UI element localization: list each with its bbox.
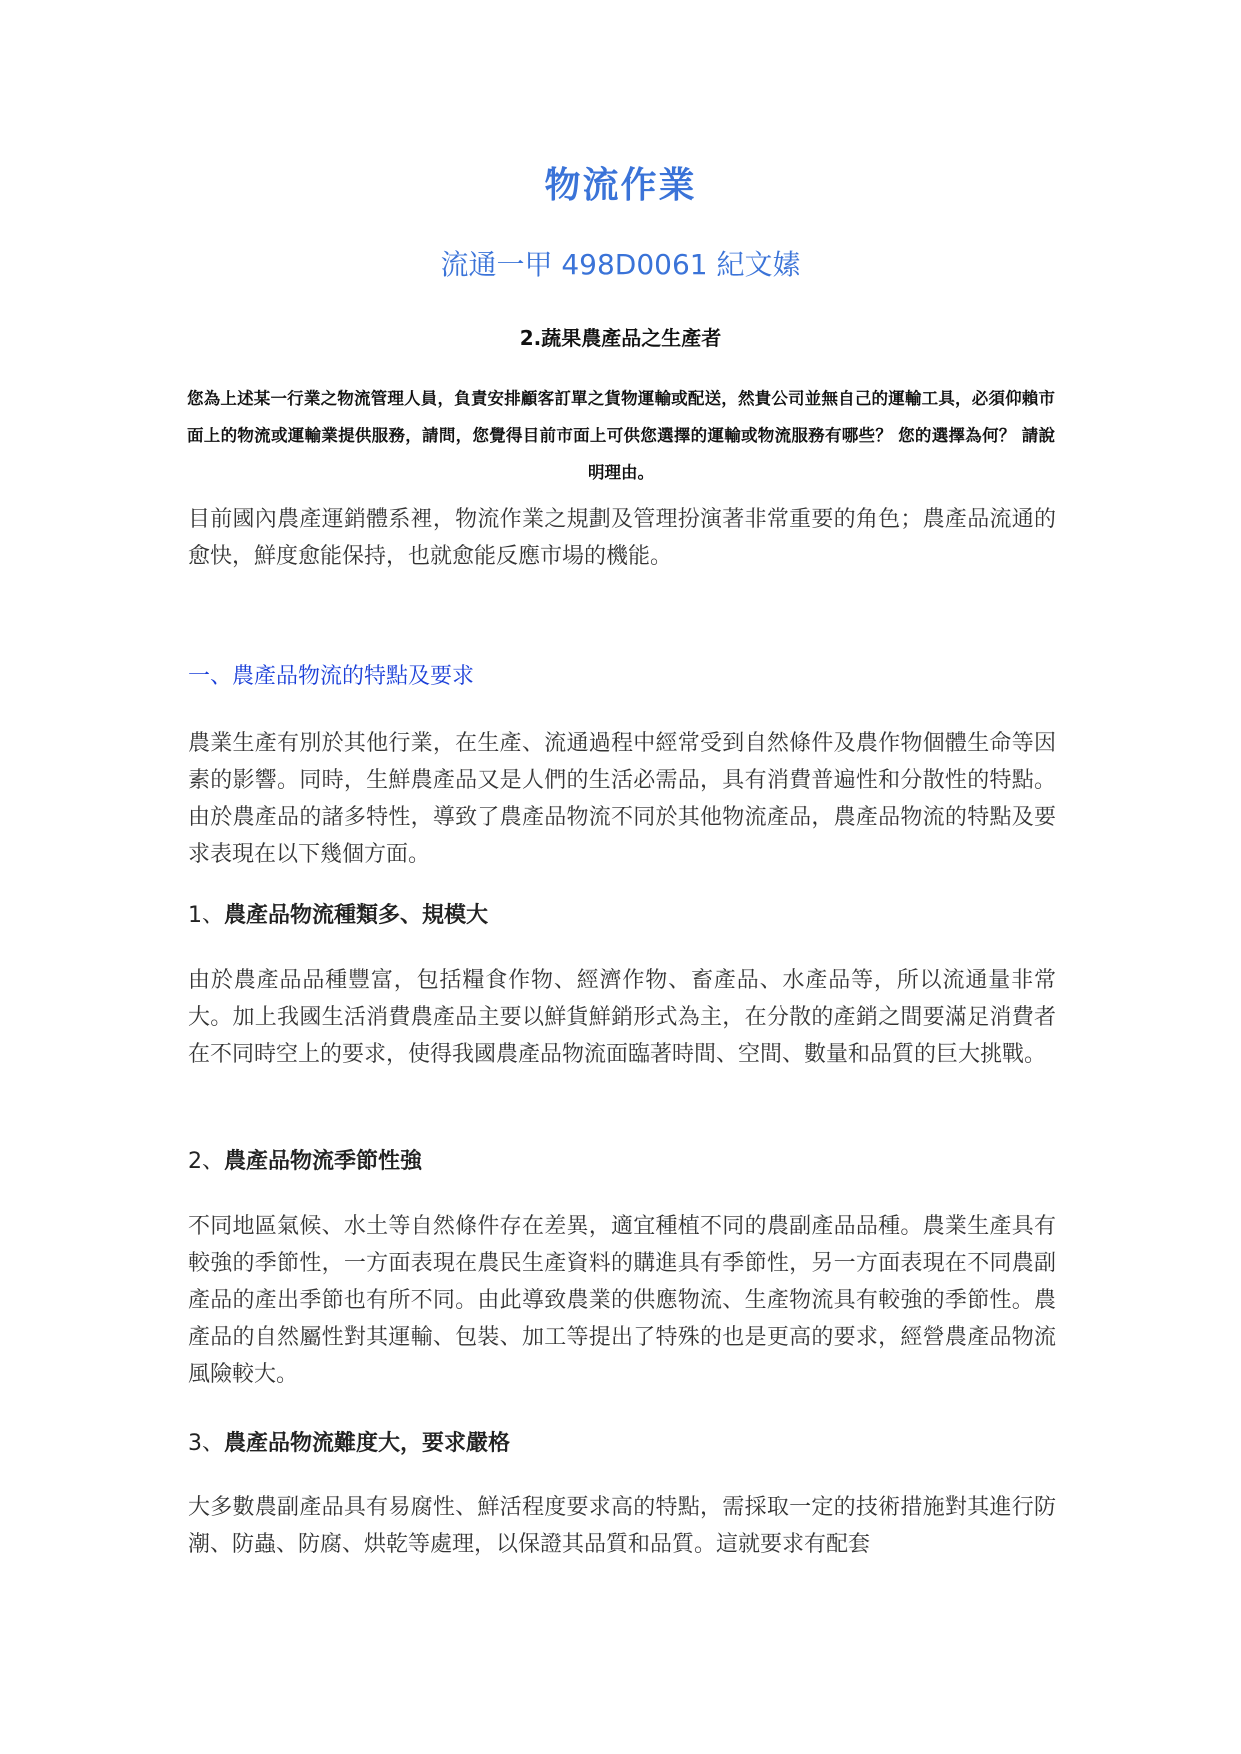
intro-paragraph: 目前國內農產運銷體系裡，物流作業之規劃及管理扮演著非常重要的角色；農產品流通的愈快，鮮度愈能保持，也就愈能反應市場的機能。 bbox=[188, 507, 1056, 569]
section-heading: 一、農產品物流的特點及要求 bbox=[188, 664, 475, 689]
item-heading bbox=[188, 1428, 1056, 1460]
question-text: 您為上述某一行業之物流管理人員，負責安排顧客訂單之貨物運輸或配送，然貴公司並無自己的運輸工具，必須仰賴市面上的物流或運輸業提供服務，請問，您覺得目前市面上可供您選擇的運輸或物流服務有哪些？ 您的選擇為何？ 請說明理由。 bbox=[187, 389, 1055, 482]
item-title: 農產品物流季節性強 bbox=[224, 1149, 423, 1174]
section-1-paragraph-block bbox=[188, 725, 1056, 873]
intro-paragraph-block bbox=[188, 501, 1056, 575]
item-2-paragraph-block bbox=[188, 1208, 1056, 1393]
item-paragraph: 不同地區氣候、水土等自然條件存在差異，適宜種植不同的農副產品品種。農業生產具有較強的季節性，一方面表現在農民生產資料的購進具有季節性，另一方面表現在不同農副產品的產出季節也有所不同。由此導致農業的供應物流、生產物流具有較強的季節性。農產品的自然屬性對其運輸、包裝、加工等提出了特殊的也是更高的要求，經營農產品物流風險較大。 bbox=[188, 1214, 1056, 1387]
item-3-paragraph-block bbox=[188, 1489, 1056, 1563]
section-1-heading-block bbox=[188, 661, 1056, 693]
item-paragraph: 大多數農副產品具有易腐性、鮮活程度要求高的特點，需採取一定的技術措施對其進行防潮、防蟲、防腐、烘乾等處理，以保證其品質和品質。這就要求有配套 bbox=[188, 1495, 1056, 1557]
question-heading: 2.蔬果農產品之生產者 bbox=[519, 326, 722, 350]
document-title: 物流作業 bbox=[544, 165, 697, 206]
item-1-paragraph-block bbox=[188, 962, 1056, 1073]
item-number: 2、 bbox=[188, 1149, 224, 1174]
item-title: 農產品物流種類多、規模大 bbox=[224, 903, 489, 928]
item-heading bbox=[188, 900, 1056, 932]
item-number: 3、 bbox=[188, 1431, 224, 1456]
item-3-heading-block bbox=[188, 1428, 1056, 1460]
item-heading bbox=[188, 1146, 1056, 1178]
item-title: 農產品物流難度大，要求嚴格 bbox=[224, 1431, 511, 1456]
item-1-heading-block bbox=[188, 900, 1056, 932]
author-line: 流通一甲 498D0061 紀文嫊 bbox=[440, 248, 801, 281]
item-paragraph: 由於農產品品種豐富，包括糧食作物、經濟作物、畜產品、水產品等，所以流通量非常大。加上我國生活消費農產品主要以鮮貨鮮銷形式為主，在分散的產銷之間要滿足消費者在不同時空上的要求，使得我國農產品物流面臨著時間、空間、數量和品質的巨大挑戰。 bbox=[188, 968, 1056, 1067]
item-2-heading-block bbox=[188, 1146, 1056, 1178]
section-paragraph: 農業生產有別於其他行業，在生產、流通過程中經常受到自然條件及農作物個體生命等因素的影響。同時，生鮮農產品又是人們的生活必需品，具有消費普遍性和分散性的特點。由於農產品的諸多特性，導致了農產品物流不同於其他物流產品，農產品物流的特點及要求表現在以下幾個方面。 bbox=[188, 731, 1056, 867]
item-number: 1、 bbox=[188, 903, 224, 928]
